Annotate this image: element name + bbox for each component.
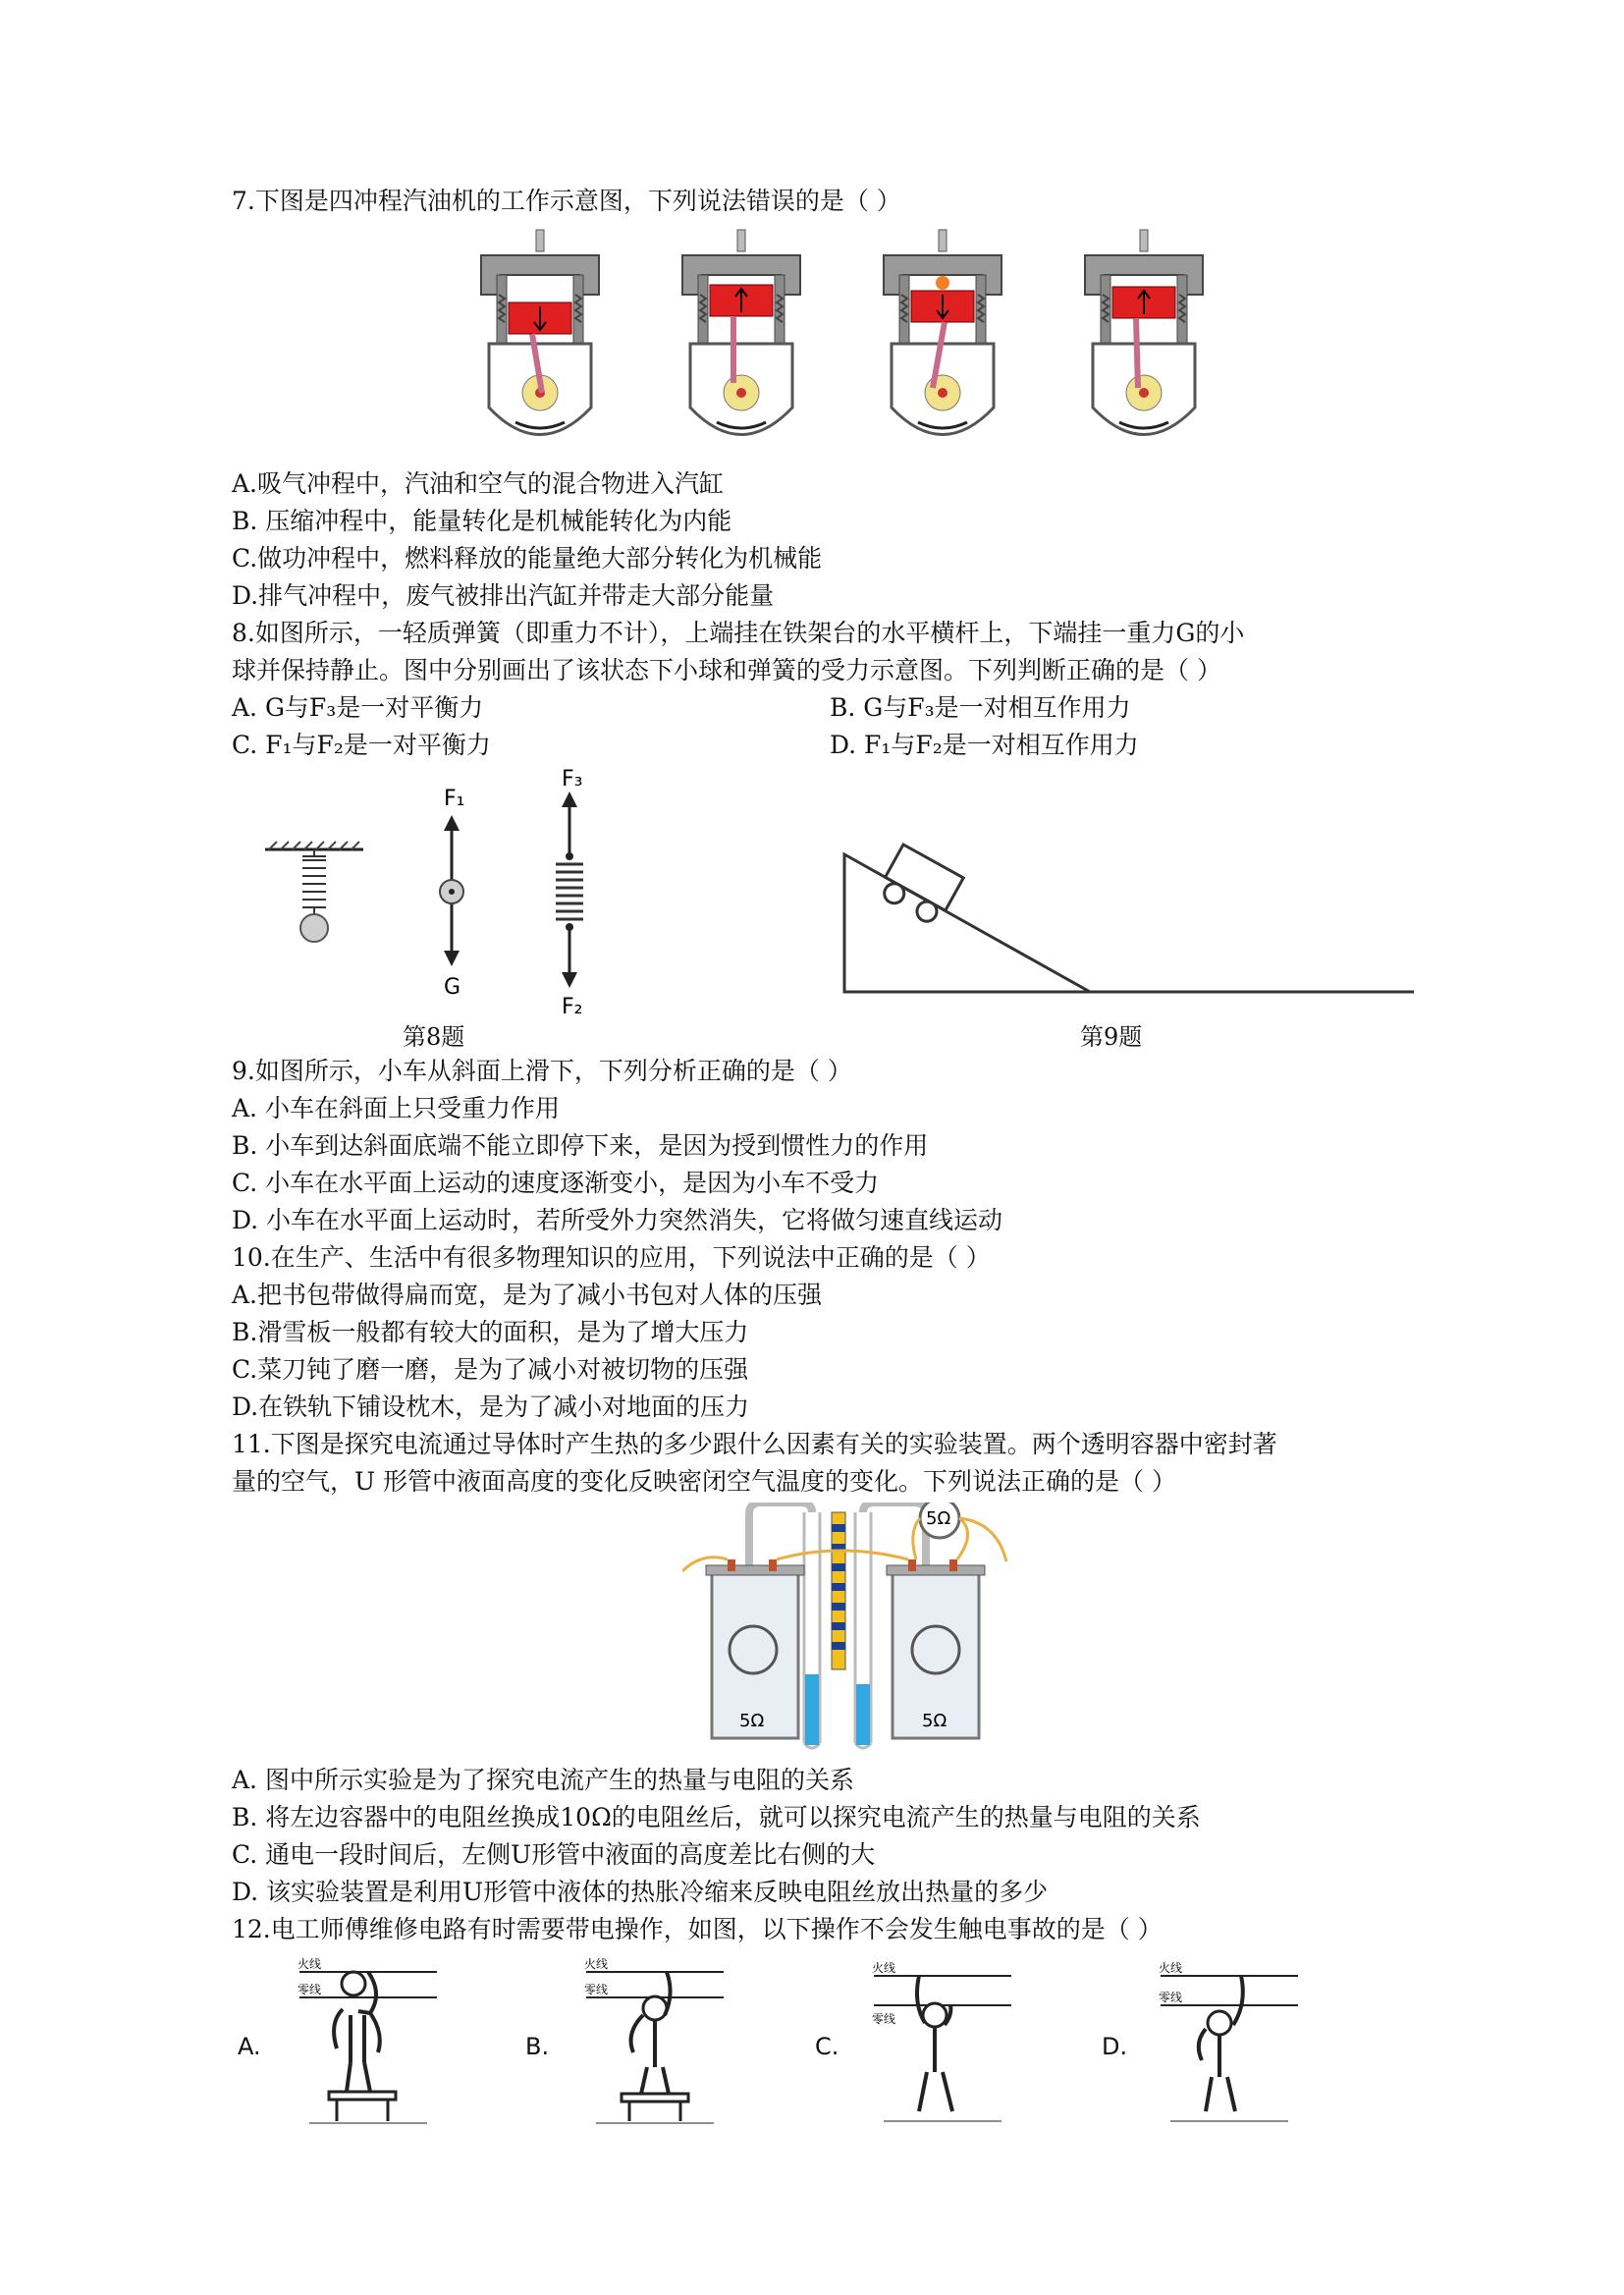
q11-option-a: A. 图中所示实验是为了探究电流产生的热量与电阻的关系: [232, 1766, 854, 1794]
label-f2: F₂: [562, 995, 583, 1019]
q12-figure-d: [1151, 1954, 1308, 2131]
q10-option-c: C.菜刀钝了磨一磨，是为了减小对被切物的压强: [232, 1355, 749, 1384]
q12-a-neutral-label: 零线: [298, 1983, 322, 1996]
label-g: G: [444, 975, 461, 1000]
q12-choice-d: D.: [1102, 2033, 1128, 2060]
q11-option-c: C. 通电一段时间后，左侧U形管中液面的高度差比右侧的大: [232, 1840, 876, 1869]
q9-option-c: C. 小车在水平面上运动的速度逐渐变小，是因为小车不受力: [232, 1169, 880, 1197]
q9-caption: 第9题: [1080, 1023, 1143, 1051]
q12-choice-c: C.: [815, 2033, 839, 2060]
q8-stem-line1: 8.如图所示，一轻质弹簧（即重力不计），上端挂在铁架台的水平横杆上，下端挂一重力G的小: [232, 619, 1245, 647]
q8-option-c: C. F₁与F₂是一对平衡力: [232, 731, 491, 759]
q8-option-d: D. F₁与F₂是一对相互作用力: [830, 731, 1139, 759]
q9-stem: 9.如图所示，小车从斜面上滑下，下列分析正确的是（ ）: [232, 1057, 852, 1085]
q8-force-diagram: [255, 766, 648, 1021]
q12-choice-b: B.: [525, 2033, 550, 2060]
q9-option-a: A. 小车在斜面上只受重力作用: [232, 1094, 560, 1122]
q12-figure-a: [290, 1954, 447, 2131]
q8-caption: 第8题: [403, 1023, 465, 1051]
q11-option-b: B. 将左边容器中的电阻丝换成10Ω的电阻丝后，就可以探究电流产生的热量与电阻的关系: [232, 1803, 1201, 1831]
label-f1: F₁: [444, 787, 465, 811]
q10-option-d: D.在铁轨下铺设枕木，是为了减小对地面的压力: [232, 1393, 750, 1421]
q11-option-d: D. 该实验装置是利用U形管中液体的热胀冷缩来反映电阻丝放出热量的多少: [232, 1878, 1049, 1906]
q8-option-a: A. G与F₃是一对平衡力: [232, 693, 484, 722]
q12-d-live-label: 火线: [1159, 1961, 1183, 1975]
q11-stem-line1: 11.下图是探究电流通过导体时产生热的多少跟什么因素有关的实验装置。两个透明容器中密封著: [232, 1430, 1277, 1458]
q11-experiment-apparatus: [682, 1503, 1036, 1753]
q9-option-b: B. 小车到达斜面底端不能立即停下来，是因为授到惯性力的作用: [232, 1131, 929, 1160]
engine-diagrams: [471, 226, 1218, 462]
q9-incline-diagram: [835, 815, 1424, 1002]
q12-c-neutral-label: 零线: [872, 2012, 896, 2026]
q11-stem-line2: 量的空气，U 形管中液面高度的变化反映密闭空气温度的变化。下列说法正确的是（ ）: [232, 1467, 1176, 1496]
label-r-left: 5Ω: [739, 1711, 765, 1731]
q7-option-c: C.做功冲程中，燃料释放的能量绝大部分转化为机械能: [232, 544, 823, 573]
label-r-top: 5Ω: [926, 1508, 951, 1529]
q8-option-b: B. G与F₃是一对相互作用力: [830, 693, 1131, 722]
label-f3: F₃: [562, 767, 583, 792]
q10-stem: 10.在生产、生活中有很多物理知识的应用，下列说法中正确的是（ ）: [232, 1243, 991, 1272]
q12-figure-b: [576, 1954, 733, 2131]
q10-option-b: B.滑雪板一般都有较大的面积，是为了增大压力: [232, 1318, 749, 1346]
q12-d-neutral-label: 零线: [1159, 1991, 1183, 2004]
q12-b-neutral-label: 零线: [584, 1983, 609, 1996]
q8-stem-line2: 球并保持静止。图中分别画出了该状态下小球和弹簧的受力示意图。下列判断正确的是（ ）: [232, 656, 1221, 684]
q7-option-d: D.排气冲程中，废气被排出汽缸并带走大部分能量: [232, 581, 775, 610]
label-r-right: 5Ω: [922, 1711, 947, 1731]
q7-option-b: B. 压缩冲程中，能量转化是机械能转化为内能: [232, 507, 732, 535]
q12-figure-c: [864, 1954, 1021, 2131]
q12-stem: 12.电工师傅维修电路有时需要带电操作，如图，以下操作不会发生触电事故的是（ ）: [232, 1915, 1163, 1943]
q7-stem: 7.下图是四冲程汽油机的工作示意图，下列说法错误的是（ ）: [232, 187, 901, 215]
q12-c-live-label: 火线: [872, 1961, 896, 1975]
q12-a-live-label: 火线: [298, 1957, 322, 1971]
q10-option-a: A.把书包带做得扁而宽，是为了减小书包对人体的压强: [232, 1281, 823, 1309]
q9-option-d: D. 小车在水平面上运动时，若所受外力突然消失，它将做匀速直线运动: [232, 1206, 1003, 1234]
q12-choice-a: A.: [238, 2033, 261, 2060]
q12-b-live-label: 火线: [584, 1957, 609, 1971]
q7-option-a: A.吸气冲程中，汽油和空气的混合物进入汽缸: [232, 469, 725, 498]
